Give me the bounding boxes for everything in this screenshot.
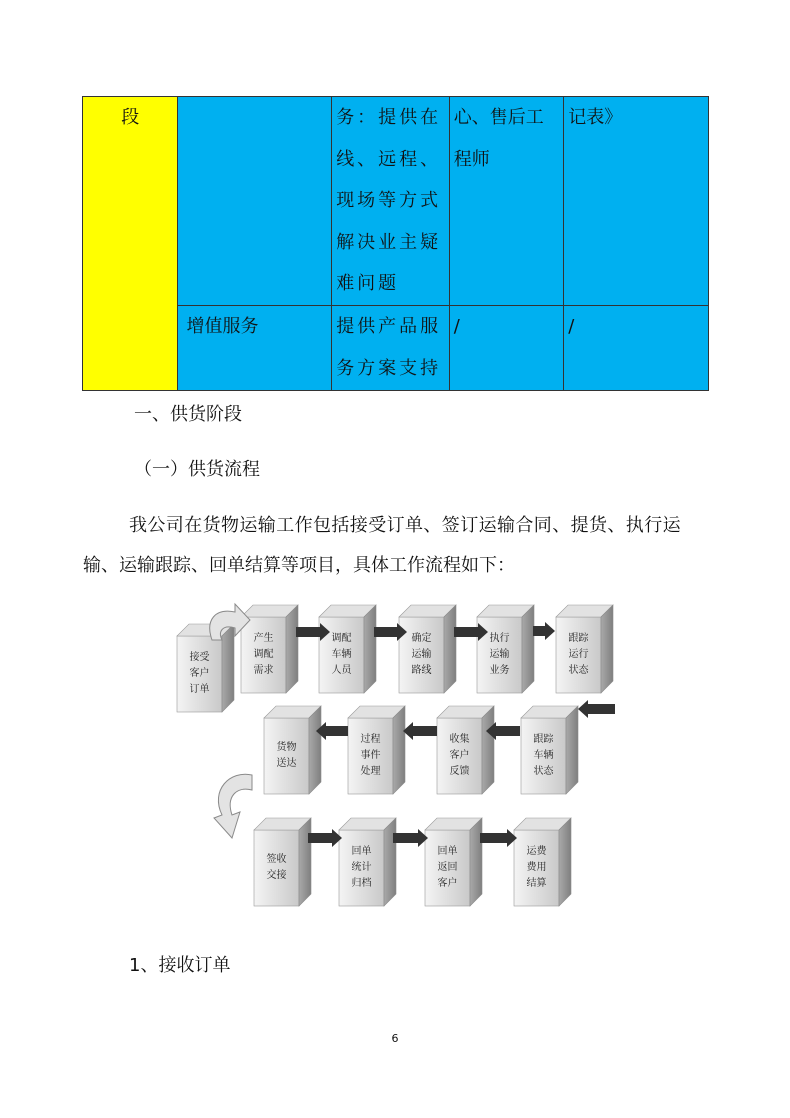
flow-step-text: 调配 [253, 649, 274, 660]
paragraph-line: 输、运输跟踪、回单结算等项目，具体工作流程如下： [83, 555, 515, 576]
flow-step-text: 状态 [568, 665, 589, 676]
record-cell: 记表》 [564, 97, 709, 306]
arrow-icon [308, 829, 342, 847]
flow-step-label [319, 617, 364, 693]
service-content-cell: 务：提供在线、远程、现场等方式解决业主疑难问题 [332, 97, 450, 306]
flow-step-label [339, 830, 384, 906]
flow-step-text: 业务 [489, 665, 510, 676]
flow-step-text: 运输 [411, 649, 432, 660]
flow-step-text: 归档 [351, 878, 372, 889]
paragraph-line: 我公司在货物运输工作包括接受订单、签订运输合同、提货、执行运 [129, 515, 681, 536]
flow-step-label [521, 718, 566, 794]
flow-step-text: 订单 [189, 684, 210, 695]
flow-step-text: 过程 [360, 734, 381, 745]
flow-step-text: 执行 [489, 633, 510, 644]
flow-step-text: 客户 [449, 750, 470, 761]
flow-step-text: 路线 [411, 665, 432, 676]
flow-step-text: 确定 [411, 633, 432, 644]
flow-step-label [254, 830, 299, 906]
responsible-cell: 心、售后工程师 [449, 97, 564, 306]
flow-step-text: 事件 [360, 750, 381, 761]
item-heading: 1、接收订单 [129, 955, 231, 976]
flow-step-text: 运费 [526, 846, 547, 857]
service-type-cell: 增值服务 [178, 305, 332, 390]
flow-step-label [241, 617, 286, 693]
flow-step-label [264, 718, 309, 794]
curved-arrow-icon [214, 774, 252, 838]
flow-step-text: 调配 [331, 633, 352, 644]
responsible-cell: / [449, 305, 564, 390]
stage-cell: 段 [83, 97, 178, 391]
flow-step-text: 送达 [276, 758, 297, 769]
flow-step-text: 跟踪 [568, 633, 589, 644]
flow-step-text: 客户 [189, 668, 210, 679]
flow-step-text: 状态 [533, 766, 554, 777]
flow-step-text: 费用 [526, 862, 547, 873]
arrow-icon [578, 700, 615, 718]
flow-step-text: 运输 [489, 649, 510, 660]
flow-step-label [514, 830, 559, 906]
flow-step-text: 交接 [266, 870, 287, 881]
flow-step-text: 结算 [526, 878, 547, 889]
record-cell: / [564, 305, 709, 390]
flow-step-text: 跟踪 [533, 734, 554, 745]
flow-step-text: 货物 [276, 742, 297, 753]
flow-step-label [399, 617, 444, 693]
flow-step-text: 返回 [437, 862, 458, 873]
section-heading: 一、供货阶段 [134, 404, 242, 425]
flow-step-label [437, 718, 482, 794]
arrow-icon [480, 829, 517, 847]
flow-step-text: 处理 [360, 766, 381, 777]
flow-step-text: 产生 [253, 633, 274, 644]
flow-step-text: 客户 [437, 878, 458, 889]
flow-step-text: 回单 [437, 846, 458, 857]
flow-step-label [425, 830, 470, 906]
flow-step-label [348, 718, 393, 794]
page-number: 6 [391, 1032, 399, 1045]
arrow-icon [533, 622, 555, 640]
flow-step-text: 收集 [449, 734, 470, 745]
flow-step-text: 人员 [331, 665, 352, 676]
service-content-cell: 提供产品服务方案支持 [332, 305, 450, 390]
flow-step-label [177, 636, 222, 712]
flow-step-text: 反馈 [449, 766, 470, 777]
flow-step-text: 回单 [351, 846, 372, 857]
arrow-icon [393, 829, 428, 847]
flow-step-text: 统计 [351, 862, 372, 873]
flow-step-text: 接受 [189, 652, 210, 663]
flow-step-label [477, 617, 522, 693]
flow-step-label [556, 617, 601, 693]
flow-step-text: 签收 [266, 854, 287, 865]
flow-step-text: 需求 [253, 665, 274, 676]
flow-step-text: 车辆 [533, 750, 554, 761]
arrow-icon [403, 722, 437, 740]
subsection-heading: （一）供货流程 [134, 459, 260, 480]
flow-step-text: 车辆 [331, 649, 352, 660]
flow-step-text: 运行 [568, 649, 589, 660]
